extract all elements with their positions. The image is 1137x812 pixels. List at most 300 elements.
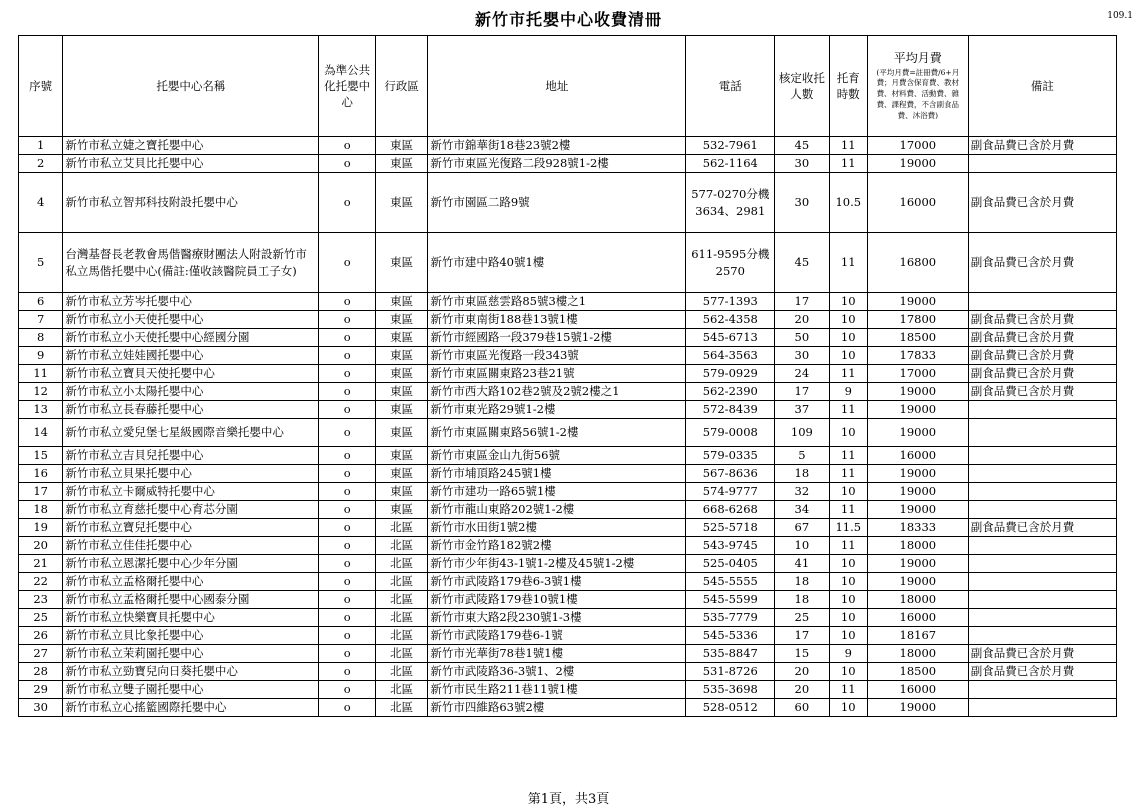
cell-quasi: o	[319, 519, 375, 537]
cell-seq: 22	[19, 573, 63, 591]
cell-capacity: 24	[775, 365, 829, 383]
cell-remark: 副食品費已含於月費	[968, 347, 1116, 365]
cell-seq: 1	[19, 137, 63, 155]
cell-address: 新竹市民生路211巷11號1樓	[428, 681, 686, 699]
cell-address: 新竹市武陵路36-3號1、2樓	[428, 663, 686, 681]
cell-fee: 19000	[867, 401, 968, 419]
cell-district: 東區	[375, 137, 427, 155]
header-district: 行政區	[375, 36, 427, 137]
cell-phone: 545-5599	[686, 591, 775, 609]
cell-hours: 10	[829, 591, 867, 609]
cell-address: 新竹市園區二路9號	[428, 173, 686, 233]
cell-fee: 16800	[867, 233, 968, 293]
cell-address: 新竹市經國路一段379巷15號1-2樓	[428, 329, 686, 347]
cell-district: 北區	[375, 537, 427, 555]
cell-name: 新竹市私立育慈托嬰中心育芯分園	[63, 501, 319, 519]
cell-quasi: o	[319, 465, 375, 483]
cell-capacity: 20	[775, 663, 829, 681]
cell-phone: 535-3698	[686, 681, 775, 699]
cell-quasi: o	[319, 173, 375, 233]
cell-name: 新竹市私立芳岑托嬰中心	[63, 293, 319, 311]
cell-remark: 副食品費已含於月費	[968, 329, 1116, 347]
cell-quasi: o	[319, 293, 375, 311]
cell-quasi: o	[319, 155, 375, 173]
cell-district: 東區	[375, 173, 427, 233]
cell-capacity: 18	[775, 573, 829, 591]
cell-capacity: 30	[775, 347, 829, 365]
cell-seq: 18	[19, 501, 63, 519]
cell-district: 東區	[375, 401, 427, 419]
cell-quasi: o	[319, 233, 375, 293]
cell-hours: 11	[829, 681, 867, 699]
cell-hours: 10	[829, 609, 867, 627]
cell-remark	[968, 609, 1116, 627]
cell-phone: 577-0270分機3634、2981	[686, 173, 775, 233]
table-row	[19, 519, 1117, 537]
cell-fee: 19000	[867, 383, 968, 401]
fee-table	[18, 35, 1117, 717]
cell-capacity: 34	[775, 501, 829, 519]
cell-remark	[968, 465, 1116, 483]
header-fee-title: 平均月費	[893, 51, 942, 66]
table-row	[19, 591, 1117, 609]
cell-hours: 10	[829, 293, 867, 311]
table-row	[19, 663, 1117, 681]
cell-district: 北區	[375, 699, 427, 717]
cell-capacity: 67	[775, 519, 829, 537]
cell-remark: 副食品費已含於月費	[968, 383, 1116, 401]
cell-district: 東區	[375, 501, 427, 519]
header-hours: 托育時數	[829, 36, 867, 137]
cell-remark	[968, 699, 1116, 717]
cell-phone: 535-8847	[686, 645, 775, 663]
cell-seq: 21	[19, 555, 63, 573]
cell-phone: 564-3563	[686, 347, 775, 365]
cell-hours: 10	[829, 483, 867, 501]
cell-hours: 10	[829, 627, 867, 645]
cell-address: 新竹市四維路63號2樓	[428, 699, 686, 717]
cell-hours: 11	[829, 501, 867, 519]
cell-phone: 579-0335	[686, 447, 775, 465]
cell-phone: 531-8726	[686, 663, 775, 681]
cell-fee: 16000	[867, 447, 968, 465]
cell-phone: 579-0008	[686, 419, 775, 447]
cell-district: 東區	[375, 365, 427, 383]
cell-phone: 562-2390	[686, 383, 775, 401]
table-row	[19, 155, 1117, 173]
cell-capacity: 50	[775, 329, 829, 347]
cell-remark: 副食品費已含於月費	[968, 137, 1116, 155]
cell-fee: 18333	[867, 519, 968, 537]
cell-phone: 562-1164	[686, 155, 775, 173]
table-row	[19, 537, 1117, 555]
cell-phone: 668-6268	[686, 501, 775, 519]
cell-phone: 579-0929	[686, 365, 775, 383]
cell-fee: 16000	[867, 609, 968, 627]
table-row	[19, 555, 1117, 573]
cell-address: 新竹市東光路29號1-2樓	[428, 401, 686, 419]
cell-remark	[968, 681, 1116, 699]
cell-phone: 572-8439	[686, 401, 775, 419]
table-row	[19, 699, 1117, 717]
cell-quasi: o	[319, 627, 375, 645]
cell-seq: 20	[19, 537, 63, 555]
cell-phone: 562-4358	[686, 311, 775, 329]
cell-capacity: 10	[775, 537, 829, 555]
cell-hours: 11	[829, 447, 867, 465]
cell-district: 東區	[375, 155, 427, 173]
cell-capacity: 25	[775, 609, 829, 627]
cell-name: 新竹市私立孟格爾托嬰中心	[63, 573, 319, 591]
cell-remark	[968, 447, 1116, 465]
cell-district: 北區	[375, 555, 427, 573]
cell-address: 新竹市龍山東路202號1-2樓	[428, 501, 686, 519]
cell-address: 新竹市光華街78巷1號1樓	[428, 645, 686, 663]
cell-phone: 545-6713	[686, 329, 775, 347]
cell-remark	[968, 555, 1116, 573]
cell-fee: 18500	[867, 663, 968, 681]
cell-fee: 19000	[867, 501, 968, 519]
cell-phone: 525-0405	[686, 555, 775, 573]
header-quasi-public: 為準公共化托嬰中心	[319, 36, 375, 137]
cell-quasi: o	[319, 573, 375, 591]
table-row	[19, 383, 1117, 401]
header-capacity: 核定收托人數	[775, 36, 829, 137]
cell-address: 新竹市東區關東路56號1-2樓	[428, 419, 686, 447]
cell-address: 新竹市建中路40號1樓	[428, 233, 686, 293]
cell-seq: 15	[19, 447, 63, 465]
cell-quasi: o	[319, 311, 375, 329]
cell-district: 北區	[375, 627, 427, 645]
cell-district: 東區	[375, 233, 427, 293]
cell-name: 新竹市私立心搖籃國際托嬰中心	[63, 699, 319, 717]
cell-district: 東區	[375, 329, 427, 347]
cell-capacity: 17	[775, 383, 829, 401]
cell-capacity: 15	[775, 645, 829, 663]
cell-fee: 19000	[867, 419, 968, 447]
cell-quasi: o	[319, 483, 375, 501]
cell-remark	[968, 591, 1116, 609]
cell-name: 新竹市私立寶兒托嬰中心	[63, 519, 319, 537]
cell-fee: 17000	[867, 365, 968, 383]
table-row	[19, 233, 1117, 293]
cell-seq: 14	[19, 419, 63, 447]
cell-quasi: o	[319, 383, 375, 401]
cell-phone: 535-7779	[686, 609, 775, 627]
cell-seq: 30	[19, 699, 63, 717]
cell-quasi: o	[319, 537, 375, 555]
table-row	[19, 293, 1117, 311]
cell-district: 東區	[375, 447, 427, 465]
cell-name: 新竹市私立茉莉園托嬰中心	[63, 645, 319, 663]
cell-address: 新竹市埔頂路245號1樓	[428, 465, 686, 483]
cell-capacity: 20	[775, 681, 829, 699]
table-row	[19, 573, 1117, 591]
cell-capacity: 17	[775, 627, 829, 645]
cell-remark: 副食品費已含於月費	[968, 663, 1116, 681]
cell-capacity: 32	[775, 483, 829, 501]
cell-seq: 25	[19, 609, 63, 627]
cell-seq: 28	[19, 663, 63, 681]
cell-address: 新竹市東區慈雲路85號3樓之1	[428, 293, 686, 311]
cell-seq: 23	[19, 591, 63, 609]
cell-name: 新竹市私立恩潔托嬰中心少年分園	[63, 555, 319, 573]
cell-fee: 19000	[867, 699, 968, 717]
cell-fee: 16000	[867, 681, 968, 699]
cell-name: 新竹市私立快樂寶貝托嬰中心	[63, 609, 319, 627]
cell-address: 新竹市東大路2段230號1-3樓	[428, 609, 686, 627]
cell-capacity: 18	[775, 465, 829, 483]
cell-phone: 545-5336	[686, 627, 775, 645]
cell-address: 新竹市東區關東路23巷21號	[428, 365, 686, 383]
cell-fee: 18000	[867, 537, 968, 555]
cell-seq: 7	[19, 311, 63, 329]
cell-name: 新竹市私立娃娃國托嬰中心	[63, 347, 319, 365]
cell-name: 新竹市私立愛兒堡七星級國際音樂托嬰中心	[63, 419, 319, 447]
cell-phone: 525-5718	[686, 519, 775, 537]
cell-name: 新竹市私立艾貝比托嬰中心	[63, 155, 319, 173]
cell-name: 新竹市私立佳佳托嬰中心	[63, 537, 319, 555]
cell-capacity: 30	[775, 173, 829, 233]
cell-address: 新竹市東區光復路一段343號	[428, 347, 686, 365]
cell-fee: 19000	[867, 483, 968, 501]
cell-name: 新竹市私立雙子園托嬰中心	[63, 681, 319, 699]
table-row	[19, 329, 1117, 347]
cell-remark: 副食品費已含於月費	[968, 233, 1116, 293]
cell-name: 新竹市私立貝比象托嬰中心	[63, 627, 319, 645]
cell-district: 北區	[375, 591, 427, 609]
cell-district: 北區	[375, 519, 427, 537]
cell-capacity: 109	[775, 419, 829, 447]
cell-address: 新竹市武陵路179巷6-1號	[428, 627, 686, 645]
cell-hours: 10	[829, 699, 867, 717]
cell-remark	[968, 155, 1116, 173]
cell-remark: 副食品費已含於月費	[968, 173, 1116, 233]
cell-hours: 11	[829, 155, 867, 173]
cell-remark: 副食品費已含於月費	[968, 645, 1116, 663]
cell-district: 東區	[375, 483, 427, 501]
table-row	[19, 483, 1117, 501]
cell-quasi: o	[319, 347, 375, 365]
cell-phone: 543-9745	[686, 537, 775, 555]
header-row	[19, 36, 1117, 137]
cell-seq: 8	[19, 329, 63, 347]
cell-name: 新竹市私立吉貝兒托嬰中心	[63, 447, 319, 465]
cell-hours: 10	[829, 347, 867, 365]
cell-hours: 9	[829, 383, 867, 401]
cell-address: 新竹市東南街188巷13號1樓	[428, 311, 686, 329]
cell-hours: 10	[829, 573, 867, 591]
cell-fee: 18000	[867, 645, 968, 663]
cell-quasi: o	[319, 645, 375, 663]
cell-hours: 10	[829, 311, 867, 329]
cell-hours: 10	[829, 329, 867, 347]
cell-phone: 532-7961	[686, 137, 775, 155]
cell-quasi: o	[319, 501, 375, 519]
cell-remark	[968, 419, 1116, 447]
cell-hours: 11	[829, 137, 867, 155]
table-row	[19, 401, 1117, 419]
cell-fee: 19000	[867, 155, 968, 173]
cell-remark	[968, 293, 1116, 311]
cell-seq: 13	[19, 401, 63, 419]
cell-fee: 18167	[867, 627, 968, 645]
cell-name: 新竹市私立貝果托嬰中心	[63, 465, 319, 483]
cell-fee: 18500	[867, 329, 968, 347]
cell-address: 新竹市東區金山九街56號	[428, 447, 686, 465]
cell-district: 北區	[375, 609, 427, 627]
header-name: 托嬰中心名稱	[63, 36, 319, 137]
cell-fee: 17833	[867, 347, 968, 365]
cell-fee: 19000	[867, 573, 968, 591]
cell-fee: 18000	[867, 591, 968, 609]
cell-fee: 16000	[867, 173, 968, 233]
cell-quasi: o	[319, 663, 375, 681]
cell-quasi: o	[319, 401, 375, 419]
cell-quasi: o	[319, 699, 375, 717]
cell-capacity: 37	[775, 401, 829, 419]
cell-quasi: o	[319, 555, 375, 573]
cell-address: 新竹市水田街1號2樓	[428, 519, 686, 537]
cell-fee: 19000	[867, 555, 968, 573]
cell-capacity: 17	[775, 293, 829, 311]
cell-district: 東區	[375, 419, 427, 447]
cell-hours: 11	[829, 465, 867, 483]
table-row	[19, 501, 1117, 519]
cell-capacity: 5	[775, 447, 829, 465]
table-row	[19, 465, 1117, 483]
cell-capacity: 45	[775, 233, 829, 293]
table-row	[19, 419, 1117, 447]
cell-seq: 29	[19, 681, 63, 699]
table-row	[19, 137, 1117, 155]
header-seq: 序號	[19, 36, 63, 137]
cell-district: 東區	[375, 465, 427, 483]
cell-seq: 19	[19, 519, 63, 537]
cell-name: 新竹市私立小天使托嬰中心經國分園	[63, 329, 319, 347]
header-fee	[867, 36, 968, 137]
cell-remark	[968, 401, 1116, 419]
cell-district: 北區	[375, 573, 427, 591]
table-row	[19, 311, 1117, 329]
cell-seq: 6	[19, 293, 63, 311]
cell-hours: 11	[829, 233, 867, 293]
cell-hours: 11.5	[829, 519, 867, 537]
cell-capacity: 20	[775, 311, 829, 329]
cell-seq: 12	[19, 383, 63, 401]
header-fee-note: (平均月費=註冊費/6+月費；月費含保育費、教材費、材料費、活動費、雜費、課程費，不含副食品費、沐浴費)	[876, 67, 960, 120]
cell-phone: 567-8636	[686, 465, 775, 483]
cell-address: 新竹市武陵路179巷6-3號1樓	[428, 573, 686, 591]
cell-name: 台灣基督長老教會馬偕醫療財團法人附設新竹市私立馬偕托嬰中心(備註:僅收該醫院員工子女)	[63, 233, 319, 293]
cell-fee: 17800	[867, 311, 968, 329]
cell-name: 新竹市私立孟格爾托嬰中心國泰分園	[63, 591, 319, 609]
cell-district: 北區	[375, 645, 427, 663]
cell-name: 新竹市私立小太陽托嬰中心	[63, 383, 319, 401]
cell-hours: 11	[829, 401, 867, 419]
cell-capacity: 45	[775, 137, 829, 155]
table-row	[19, 173, 1117, 233]
cell-hours: 10	[829, 419, 867, 447]
cell-seq: 9	[19, 347, 63, 365]
table-row	[19, 347, 1117, 365]
cell-address: 新竹市東區光復路二段928號1-2樓	[428, 155, 686, 173]
cell-district: 東區	[375, 383, 427, 401]
header-address: 地址	[428, 36, 686, 137]
cell-seq: 11	[19, 365, 63, 383]
cell-quasi: o	[319, 681, 375, 699]
cell-remark: 副食品費已含於月費	[968, 519, 1116, 537]
cell-hours: 10	[829, 555, 867, 573]
document-title: 新竹市托嬰中心收費清冊	[474, 10, 662, 29]
cell-remark	[968, 537, 1116, 555]
cell-quasi: o	[319, 365, 375, 383]
cell-fee: 19000	[867, 465, 968, 483]
page-footer: 第1頁，共3頁	[527, 792, 610, 807]
cell-quasi: o	[319, 447, 375, 465]
cell-seq: 4	[19, 173, 63, 233]
cell-seq: 26	[19, 627, 63, 645]
cell-quasi: o	[319, 609, 375, 627]
cell-phone: 528-0512	[686, 699, 775, 717]
cell-seq: 5	[19, 233, 63, 293]
cell-phone: 577-1393	[686, 293, 775, 311]
cell-remark	[968, 501, 1116, 519]
cell-capacity: 18	[775, 591, 829, 609]
cell-remark: 副食品費已含於月費	[968, 365, 1116, 383]
cell-phone: 574-9777	[686, 483, 775, 501]
table-row	[19, 365, 1117, 383]
cell-seq: 17	[19, 483, 63, 501]
cell-capacity: 60	[775, 699, 829, 717]
cell-remark: 副食品費已含於月費	[968, 311, 1116, 329]
cell-remark	[968, 627, 1116, 645]
table-row	[19, 645, 1117, 663]
cell-name: 新竹市私立卡爾威特托嬰中心	[63, 483, 319, 501]
cell-capacity: 41	[775, 555, 829, 573]
cell-address: 新竹市少年街43-1號1-2樓及45號1-2樓	[428, 555, 686, 573]
cell-phone: 611-9595分機2570	[686, 233, 775, 293]
cell-name: 新竹市私立婕之寶托嬰中心	[63, 137, 319, 155]
cell-name: 新竹市私立寶貝天使托嬰中心	[63, 365, 319, 383]
cell-address: 新竹市建功一路65號1樓	[428, 483, 686, 501]
cell-district: 東區	[375, 293, 427, 311]
document-number: 109.1	[1107, 11, 1133, 21]
cell-name: 新竹市私立智邦科技附設托嬰中心	[63, 173, 319, 233]
table-body	[19, 137, 1117, 717]
cell-hours: 10	[829, 663, 867, 681]
cell-name: 新竹市私立小天使托嬰中心	[63, 311, 319, 329]
cell-hours: 11	[829, 537, 867, 555]
cell-seq: 2	[19, 155, 63, 173]
cell-quasi: o	[319, 591, 375, 609]
cell-phone: 545-5555	[686, 573, 775, 591]
cell-remark	[968, 483, 1116, 501]
cell-fee: 19000	[867, 293, 968, 311]
cell-address: 新竹市錦華街18巷23號2樓	[428, 137, 686, 155]
table-row	[19, 447, 1117, 465]
cell-hours: 9	[829, 645, 867, 663]
cell-district: 東區	[375, 347, 427, 365]
cell-address: 新竹市武陵路179巷10號1樓	[428, 591, 686, 609]
cell-district: 北區	[375, 681, 427, 699]
cell-hours: 11	[829, 365, 867, 383]
cell-seq: 27	[19, 645, 63, 663]
table-row	[19, 609, 1117, 627]
cell-name: 新竹市私立勁寶兒向日葵托嬰中心	[63, 663, 319, 681]
cell-quasi: o	[319, 137, 375, 155]
cell-quasi: o	[319, 329, 375, 347]
